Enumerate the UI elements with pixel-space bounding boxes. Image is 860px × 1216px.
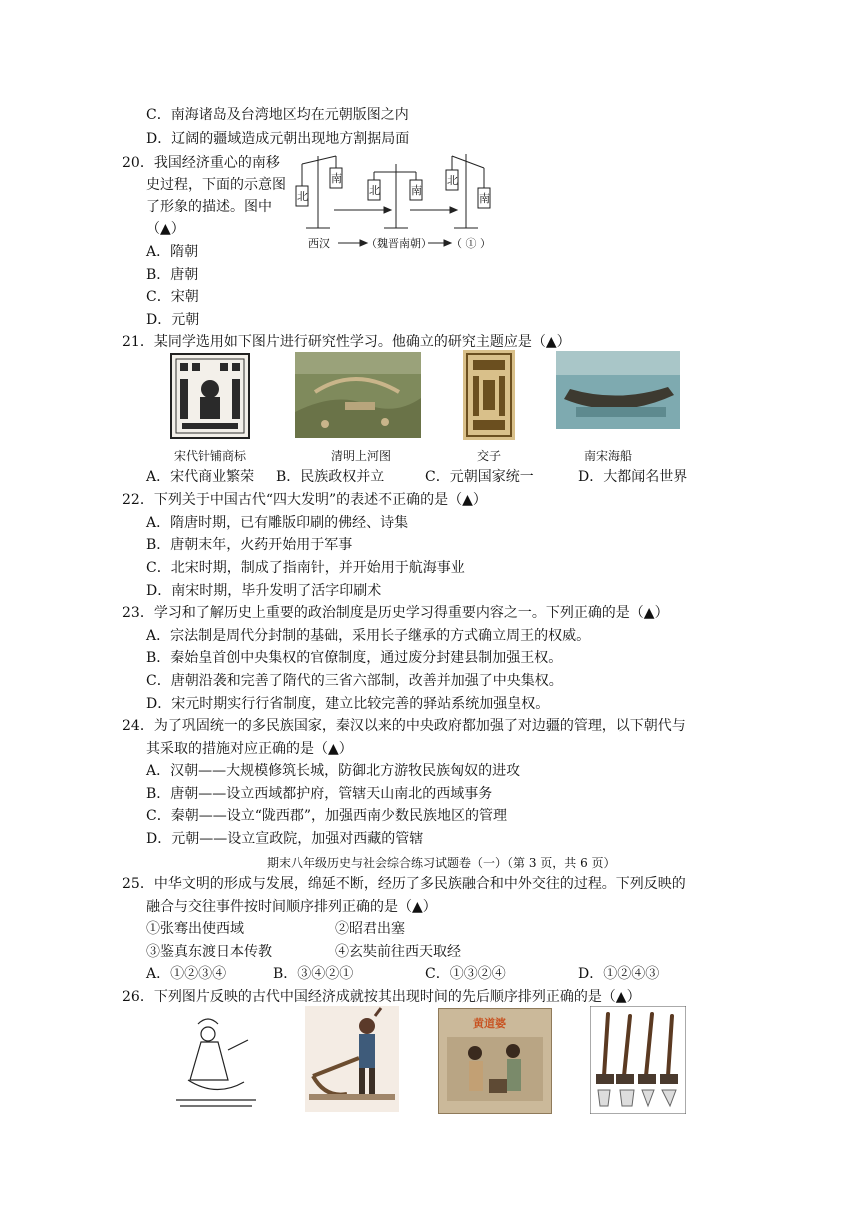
q25-item-2: ②昭君出塞 <box>335 921 405 937</box>
q25-option-c: C．①③②④ <box>425 966 506 982</box>
q25-option-d: D．①②④③ <box>578 966 660 982</box>
ancient-farming-figure-image <box>168 1010 264 1114</box>
q20-diagram-south-2: 南 <box>411 184 422 197</box>
q20-diagram-label-xihan: 西汉 <box>308 237 330 250</box>
q20-balance-diagram <box>288 150 508 254</box>
q24-stem-line2: 其采取的措施对应正确的是（▲） <box>146 741 353 757</box>
q21-caption-trademark: 宋代针铺商标 <box>174 449 247 463</box>
q21-caption-jiaozi: 交子 <box>477 449 502 463</box>
q21-option-b: B．民族政权并立 <box>276 469 385 485</box>
southern-song-ship-image <box>556 351 680 429</box>
q24-option-b: B．唐朝——设立西域都护府，管辖天山南北的西域事务 <box>146 786 493 802</box>
q21-stem: 21．某同学选用如下图片进行研究性学习。他确立的研究主题应是（▲） <box>122 334 571 350</box>
q20-option-b: B．唐朝 <box>146 267 199 283</box>
q25-option-a: A．①②③④ <box>146 966 227 982</box>
q20-stem-line3: 了形象的描述。图中 <box>146 199 272 215</box>
q22-option-c: C．北宋时期，制成了指南针，并开始用于航海事业 <box>146 560 465 576</box>
q23-option-a: A．宗法制是周代分封制的基础，采用长子继承的方式确立周王的权威。 <box>146 628 591 644</box>
q21-option-d: D．大都闻名世界 <box>578 469 688 485</box>
q24-option-d: D．元朝——设立宣政院，加强对西藏的管辖 <box>146 831 424 847</box>
q20-diagram-label-weijin: （魏晋南朝） <box>366 237 432 250</box>
q25-stem-line1: 25．中华文明的形成与发展，绵延不断，经历了多民族融合和中外交往的过程。下列反映的 <box>122 876 686 892</box>
q20-option-d: D．元朝 <box>146 312 200 328</box>
q23-option-c: C．唐朝沿袭和完善了隋代的三省六部制，改善并加强了中央集权。 <box>146 673 563 689</box>
q23-stem: 23．学习和了解历史上重要的政治制度是历史学习得重要内容之一。下列正确的是（▲） <box>122 605 669 621</box>
q19-option-c: C．南海诸岛及台湾地区均在元朝版图之内 <box>146 107 409 123</box>
q22-option-d: D．南宋时期，毕升发明了活字印刷术 <box>146 583 382 599</box>
q23-option-b: B．秦始皇首创中央集权的官僚制度，通过废分封建县制加强王权。 <box>146 650 563 666</box>
q20-option-c: C．宋朝 <box>146 289 199 305</box>
q25-item-4: ④玄奘前往西天取经 <box>335 944 461 960</box>
q25-option-b: B．③④②① <box>273 966 354 982</box>
huang-daopo-weaving-image <box>438 1008 552 1114</box>
q22-stem: 22．下列关于中国古代“四大发明”的表述不正确的是（▲） <box>122 492 487 508</box>
q20-stem-line2: 史过程，下面的示意图 <box>146 177 286 193</box>
q22-option-a: A．隋唐时期，已有雕版印刷的佛经、诗集 <box>146 515 409 531</box>
q20-stem-line1: 20．我国经济重心的南移 <box>122 155 280 171</box>
q22-option-b: B．唐朝末年，火药开始用于军事 <box>146 537 353 553</box>
q20-diagram-north-3: 北 <box>447 174 458 187</box>
q21-caption-qingming: 清明上河图 <box>331 449 392 463</box>
q25-item-1: ①张骞出使西域 <box>146 921 244 937</box>
q21-option-c: C．元朝国家统一 <box>425 469 534 485</box>
q24-option-a: A．汉朝——大规模修筑长城，防御北方游牧民族匈奴的进攻 <box>146 763 521 779</box>
q20-diagram-south-1: 南 <box>331 172 342 185</box>
page-footer: 期末八年级历史与社会综合练习试题卷（一）（第 3 页，共 6 页） <box>267 856 616 870</box>
q24-stem-line1: 24．为了巩固统一的多民族国家，秦汉以来的中央政府都加强了对边疆的管理，以下朝代与 <box>122 718 686 734</box>
q26-stem: 26．下列图片反映的古代中国经济成就按其出现时间的先后顺序排列正确的是（▲） <box>122 989 641 1005</box>
ancient-farm-tools-image <box>590 1006 686 1114</box>
q20-diagram-north-2: 北 <box>369 184 380 197</box>
q20-diagram-label-blank: （ ① ） <box>451 237 491 250</box>
q21-caption-ship: 南宋海船 <box>584 449 633 463</box>
q25-item-3: ③鉴真东渡日本传教 <box>146 944 272 960</box>
qingming-riverside-painting-image <box>295 352 421 438</box>
q23-option-d: D．宋元时期实行行省制度，建立比较完善的驿站系统加强皇权。 <box>146 696 550 712</box>
song-needle-shop-trademark-image <box>170 353 250 439</box>
q21-option-a: A．宋代商业繁荣 <box>146 469 255 485</box>
q25-stem-line2: 融合与交往事件按时间顺序排列正确的是（▲） <box>146 899 437 915</box>
q19-option-d: D．辽阔的疆域造成元朝出现地方割据局面 <box>146 131 410 147</box>
q24-option-c: C．秦朝——设立“陇西郡”，加强西南少数民族地区的管理 <box>146 808 508 824</box>
q20-diagram-north-1: 北 <box>297 190 308 203</box>
huang-daopo-banner: 黄道婆 <box>473 1017 506 1030</box>
q20-stem-line4: （▲） <box>146 221 185 237</box>
q20-option-a: A．隋朝 <box>146 244 199 260</box>
q20-diagram-south-3: 南 <box>479 192 490 205</box>
jiaozi-paper-money-image <box>463 350 515 440</box>
farmer-with-plow-image <box>305 1006 399 1112</box>
